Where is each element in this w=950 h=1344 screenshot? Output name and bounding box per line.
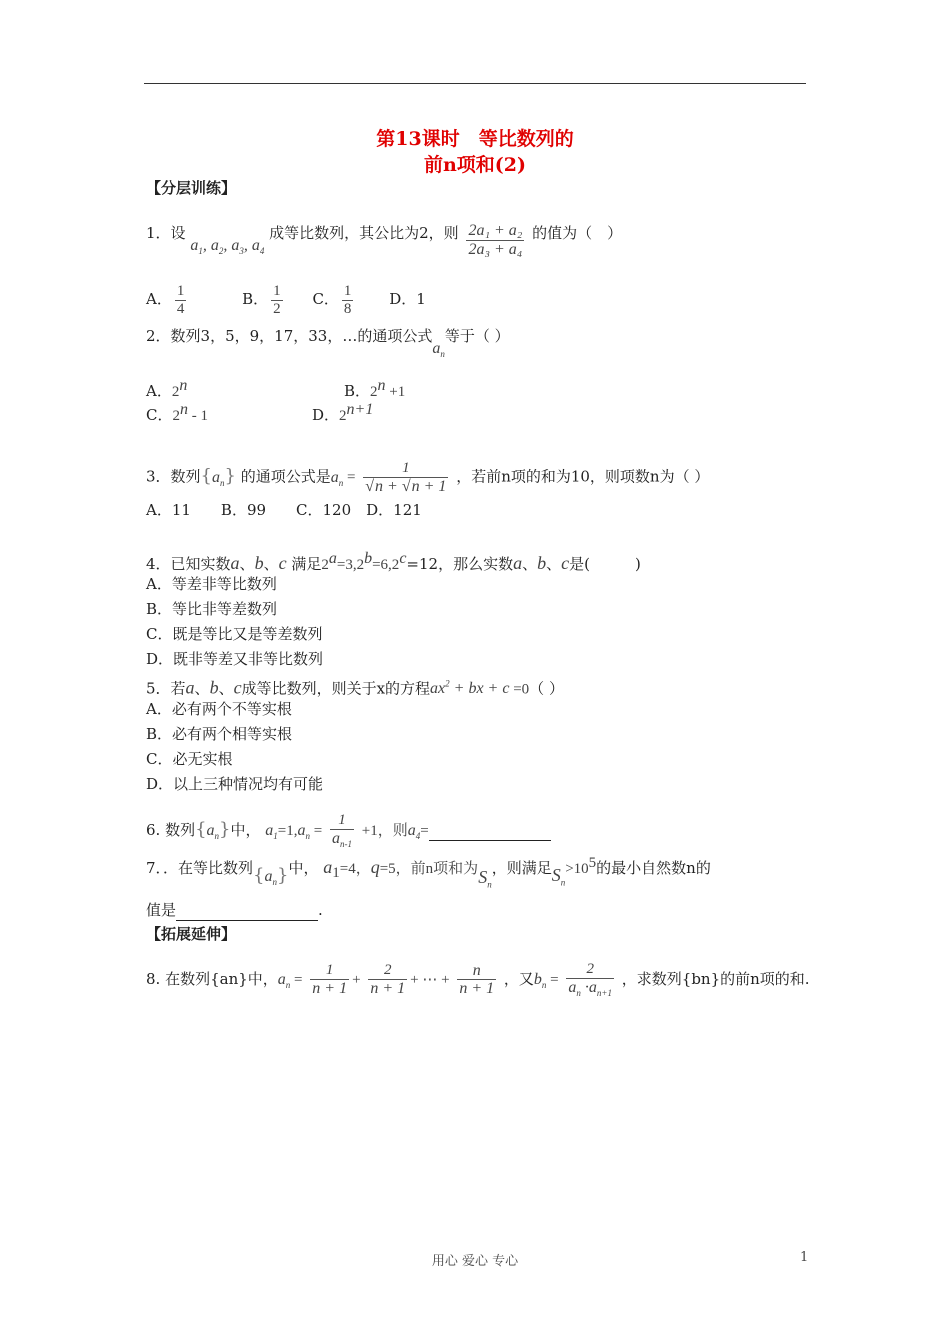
q7-line2: 值是 .: [146, 901, 323, 919]
q1-suffix: 的值为（ ）: [532, 224, 623, 243]
q1-option-a: $\frac{1}{4}$: [176, 283, 185, 317]
q4-option-d: D．既非等差又非等比数列: [146, 650, 324, 668]
q1-option-b: $\frac{1}{2}$: [273, 283, 281, 317]
page-number: 1: [800, 1250, 809, 1265]
question-6: 6. 数列$\{a_n\}$中， $a_1=1,a_n$ = $\frac{1}{a_{n-1}}$ +1，则$a_4=$: [146, 812, 551, 850]
q7-answer-blank[interactable]: [176, 900, 318, 921]
section-layered: 【分层训练】: [146, 179, 237, 197]
q4-option-a: A．等差非等比数列: [146, 575, 277, 593]
question-5: 5．若a、b、c成等比数列，则关于x的方程$ax^2$ + bx + c =0（ ）: [146, 677, 564, 698]
header-rule: [144, 83, 806, 84]
q5-option-a: A．必有两个不等实根: [146, 700, 292, 718]
q6-fraction: $\frac{1}{a_{n-1}}$: [332, 812, 353, 849]
q4-option-b: B．等比非等差数列: [146, 600, 278, 618]
q3-fraction: $\frac{1}{√n + √n + 1}$: [365, 460, 447, 495]
q1-seq: $a_1$, $a_2$, $a_3$, $a_4$: [190, 237, 265, 257]
q6-answer-blank[interactable]: [429, 820, 551, 841]
q1-options: A． $\frac{1}{4}$ B． $\frac{1}{2}$ C． $\frac{1}{8}$ D．1: [146, 283, 426, 317]
q8-bn-fraction: $\frac{2}{a_n \cdot a_{n+1}}$: [568, 961, 612, 998]
q3-options: A．11 B．99 C．120 D．121: [146, 501, 422, 519]
question-3: 3．数列$\{a_n\}$ 的通项公式是$a_n$ = $\frac{1}{√n + √n + 1}$ ，若前n项的和为10，则项数n为（ ）: [146, 460, 710, 495]
q2-option-c: C．2$^n$ - 1: [146, 401, 208, 424]
q1-option-d: D．1: [389, 290, 426, 308]
q1-mid: 成等比数列，其公比为2，则: [269, 224, 459, 243]
q5-option-c: C．必无实根: [146, 750, 233, 768]
question-1: [146, 216, 623, 258]
q4-option-c: C．既是等比又是等差数列: [146, 625, 323, 643]
q2-an: $a_n$: [432, 340, 445, 360]
q5-option-d: D．以上三种情况均有可能: [146, 775, 324, 793]
question-7: 7．．在等比数列$\{a_n\}$中， $a_1=4$，q=5，前n项和为$S_n$，则满足$S_n>10^5$的最小自然数n的: [146, 855, 711, 890]
q2-option-d: D．$2^{n+1}$: [312, 401, 374, 424]
page-title-line1: 第13课时 等比数列的: [376, 128, 574, 150]
footer-text: 用心 爱心 专心: [431, 1254, 519, 1269]
question-4: 4．已知实数a、b、c 满足$2^a=3,2^b=6,2^c=12$，那么实数a、b、c是( ): [146, 550, 641, 573]
page-title-line2: 前n项和(2): [423, 154, 526, 176]
q2-option-b: B．$2^n +1$: [344, 377, 406, 400]
q1-fraction: $\frac{\text{2a₁ + a₂}}{\text{2a₃ + a₄}}$: [468, 222, 523, 258]
question-2: 2．数列3，5，9，17，33，…的通项公式$a_n$等于（ ）: [146, 327, 510, 360]
q5-option-b: B．必有两个相等实根: [146, 725, 293, 743]
q1-prefix: 1．设: [146, 224, 186, 243]
question-8: 8. 在数列{an}中，$a_n$ = $\frac{1}{n + 1}$ + $\frac{2}{n + 1}$ + ⋯ + $\frac{n}{n + 1}$ ，又$b_n$ = $\frac{2}{a_n \cdot a_{n+1}}$ ，求数列{bn}的前n项的和.: [146, 961, 810, 998]
section-extend: 【拓展延伸】: [146, 925, 237, 943]
q1-option-c: $\frac{1}{8}$: [343, 283, 352, 317]
q2-option-a: A．2$^n$: [146, 377, 188, 400]
